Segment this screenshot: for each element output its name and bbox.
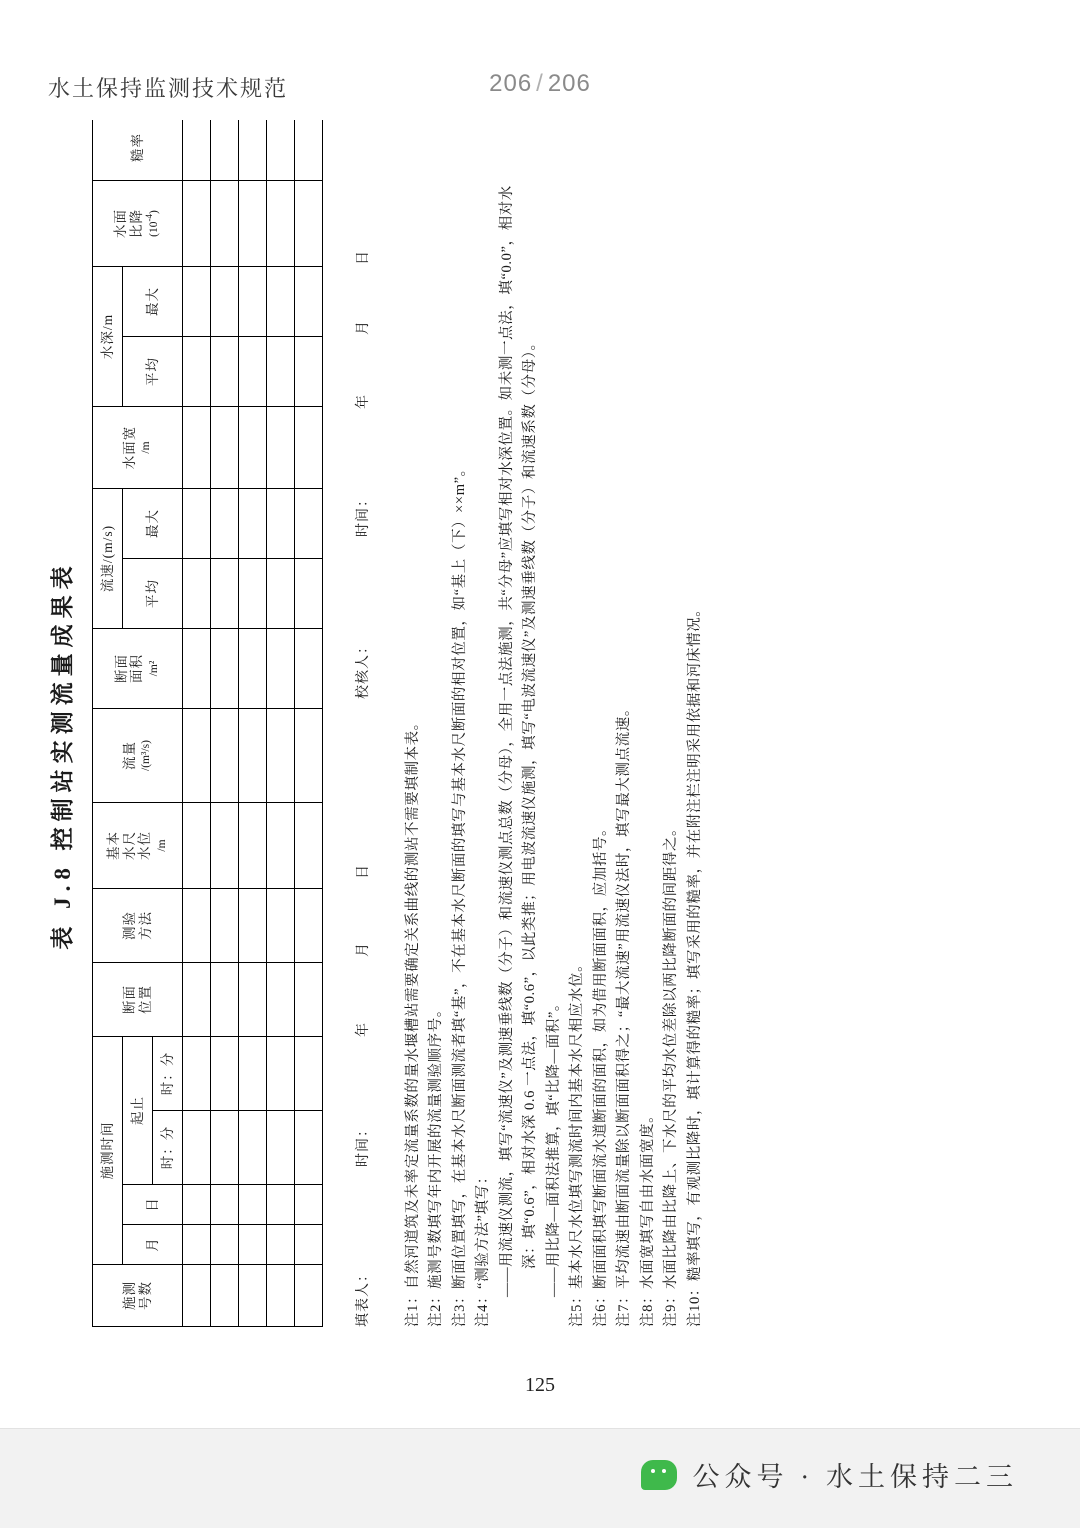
cell[interactable] <box>239 709 267 803</box>
note-4: 注4：“测验方法”填写： <box>475 1169 492 1327</box>
cell[interactable] <box>183 1265 211 1327</box>
cell[interactable] <box>295 889 323 963</box>
cell[interactable] <box>295 1265 323 1327</box>
cell[interactable] <box>183 1185 211 1225</box>
table-row <box>239 120 267 1327</box>
th-base-gauge: 基本 水尺 水位 /m <box>93 803 183 889</box>
cell[interactable] <box>239 1225 267 1265</box>
cell[interactable] <box>211 180 239 266</box>
note-10: 注10：糙率填写，有观测比降时，填计算得的糙率；填写采用的糙率，并在附注栏注明采用依据和河床情况。 <box>686 601 703 1327</box>
cell[interactable] <box>183 1111 211 1185</box>
cell[interactable] <box>239 1037 267 1111</box>
time-year: 年 <box>356 1022 371 1037</box>
th-seq: 施测 号数 <box>93 1265 183 1327</box>
th-water-width: 水面宽 /m <box>93 407 183 489</box>
th-velocity-max: 最大 <box>123 489 183 559</box>
cell[interactable] <box>211 629 239 709</box>
cell[interactable] <box>239 889 267 963</box>
cell[interactable] <box>239 407 267 489</box>
cell[interactable] <box>211 1111 239 1185</box>
cell[interactable] <box>267 963 295 1037</box>
cell[interactable] <box>267 407 295 489</box>
cell[interactable] <box>211 1265 239 1327</box>
note-5: 注5：基本水尺水位填写测流时间内基本水尺相应水位。 <box>569 956 586 1327</box>
th-start-end: 起止 <box>123 1037 153 1185</box>
note-4b: ——用比降—面积法推算，填“比降—面积”。 <box>545 996 562 1297</box>
document-title: 水土保持监测技术规范 <box>48 76 289 101</box>
page-indicator <box>489 70 591 98</box>
cell[interactable] <box>267 1185 295 1225</box>
cell[interactable] <box>183 266 211 336</box>
wechat-icon <box>641 1460 677 1490</box>
page-number: 125 <box>525 1374 555 1396</box>
time-label: 时间： <box>356 1122 371 1167</box>
notes-block <box>402 177 707 1327</box>
cell[interactable] <box>267 1265 295 1327</box>
th-slope: 水面 比降 $(10^{-4})$ <box>93 180 183 266</box>
page-footer <box>0 1428 1080 1528</box>
cell[interactable] <box>183 180 211 266</box>
cell[interactable] <box>211 489 239 559</box>
checker-year: 年 <box>356 394 371 409</box>
cell[interactable] <box>211 1225 239 1265</box>
cell[interactable] <box>211 1185 239 1225</box>
cell[interactable] <box>239 120 267 180</box>
cell[interactable] <box>239 1111 267 1185</box>
cell[interactable] <box>295 180 323 266</box>
note-7: 注7：平均流速由断面流量除以断面面积得之；“最大流速”用流速仪法时，填写最大测点流速。 <box>616 701 633 1327</box>
checker-label: 校核人： <box>356 639 371 699</box>
cell[interactable] <box>295 1111 323 1185</box>
note-1: 注1：自然河道筑及未率定流量系数的量水堰槽站需要确定关系曲线的测站不需要填制本表。 <box>405 715 421 1327</box>
cell[interactable] <box>239 629 267 709</box>
th-method: 测验 方法 <box>93 889 183 963</box>
cell[interactable] <box>211 407 239 489</box>
th-velocity-avg: 平均 <box>123 559 183 629</box>
cell[interactable] <box>183 407 211 489</box>
cell[interactable] <box>295 407 323 489</box>
cell[interactable] <box>211 337 239 407</box>
cell[interactable] <box>183 803 211 889</box>
cell[interactable] <box>183 1225 211 1265</box>
cell[interactable] <box>183 889 211 963</box>
cell[interactable] <box>239 180 267 266</box>
cell[interactable] <box>183 337 211 407</box>
th-discharge: 流量 /(m³/s) <box>93 709 183 803</box>
cell[interactable] <box>183 709 211 803</box>
cell[interactable] <box>295 489 323 559</box>
cell[interactable] <box>211 709 239 803</box>
note-6: 注6：断面面积填写断面流水道断面的面积，如为借用断面面积，应加括号。 <box>592 820 609 1327</box>
cell[interactable] <box>211 559 239 629</box>
cell[interactable] <box>267 120 295 180</box>
time-month: 月 <box>356 942 371 957</box>
cell[interactable] <box>267 559 295 629</box>
cell[interactable] <box>211 1037 239 1111</box>
cell[interactable] <box>239 963 267 1037</box>
table-row <box>183 120 211 1327</box>
page-body <box>0 120 1080 1390</box>
cell[interactable] <box>239 1265 267 1327</box>
cell[interactable] <box>211 963 239 1037</box>
th-hour-min-end: 时：分 <box>153 1037 183 1111</box>
cell[interactable] <box>183 489 211 559</box>
cell[interactable] <box>267 1225 295 1265</box>
note-8: 注8：水面宽填写自由水面宽度。 <box>639 1107 656 1327</box>
rotated-content <box>30 132 1050 1375</box>
time-day: 日 <box>356 864 371 879</box>
checker-month: 月 <box>356 320 371 335</box>
table-title: 表 J.8 控制站实测流量成果表 <box>50 560 75 950</box>
cell[interactable] <box>239 337 267 407</box>
cell[interactable] <box>267 1037 295 1111</box>
cell[interactable] <box>295 1225 323 1265</box>
th-section-position: 断面 位置 <box>93 963 183 1037</box>
cell[interactable] <box>211 120 239 180</box>
cell[interactable] <box>295 120 323 180</box>
th-month: 月 <box>123 1225 183 1265</box>
checker-day: 日 <box>356 250 371 265</box>
cell[interactable] <box>239 489 267 559</box>
cell[interactable] <box>239 1185 267 1225</box>
cell[interactable] <box>267 337 295 407</box>
th-hour-min-start: 时：分 <box>153 1111 183 1185</box>
cell[interactable] <box>295 709 323 803</box>
cell[interactable] <box>211 266 239 336</box>
cell[interactable] <box>267 803 295 889</box>
cell[interactable] <box>267 709 295 803</box>
cell[interactable] <box>267 180 295 266</box>
table-row <box>211 120 239 1327</box>
table-row <box>295 120 323 1327</box>
th-day: 日 <box>123 1185 183 1225</box>
note-2: 注2：施测号数填写年内开展的流量测验顺序号。 <box>428 1002 445 1327</box>
page-total: 206 <box>547 70 591 97</box>
cell[interactable] <box>295 963 323 1037</box>
th-depth-group: 水深/m <box>93 266 123 406</box>
cell[interactable] <box>239 803 267 889</box>
cell[interactable] <box>295 266 323 336</box>
th-depth-avg: 平均 <box>123 337 183 407</box>
cell[interactable] <box>183 629 211 709</box>
cell[interactable] <box>183 120 211 180</box>
cell[interactable] <box>295 803 323 889</box>
cell[interactable] <box>183 963 211 1037</box>
note-9: 注9：水面比降由比降上、下水尺的平均水位差除以两比降断面的间距得之。 <box>663 820 680 1327</box>
cell[interactable] <box>295 1037 323 1111</box>
cell[interactable] <box>211 889 239 963</box>
note-3: 注3：断面位置填写，在基本水尺断面测流者填“基”，不在基本水尺断面的填写与基本水尺断面的相对位置，如“基上（下）××m”。 <box>451 461 468 1327</box>
cell[interactable] <box>211 803 239 889</box>
cell[interactable] <box>267 266 295 336</box>
footer-account-name: 公众号 · 水土保持二三 <box>692 1462 1018 1492</box>
table-row <box>267 120 295 1327</box>
page-current: 206 <box>489 70 533 97</box>
cell[interactable] <box>295 337 323 407</box>
cell[interactable] <box>295 629 323 709</box>
cell[interactable] <box>183 1037 211 1111</box>
cell[interactable] <box>295 559 323 629</box>
cell[interactable] <box>267 889 295 963</box>
checker-time-label: 时间： <box>356 492 371 537</box>
cell[interactable] <box>267 489 295 559</box>
cell[interactable] <box>239 266 267 336</box>
note-4a: ——用流速仪测流，填写“流速仪”及测速垂线数（分子）和流速仪测点总数（分母），全用一点法施测，共“分母”应填写相对水深位置。如未测一点法，填“0.0”，相对水深：填“0.6”，相对水深 0.6 一点法，填“0.6”，以此类推；用电波流速仪施测，填写“电波流速仪”及测速垂线数（分子）和流速系数（分母）。 <box>498 185 539 1297</box>
cell[interactable] <box>267 1111 295 1185</box>
th-observation-time: 施测时间 <box>93 1037 123 1265</box>
discharge-result-table <box>92 120 323 1327</box>
cell[interactable] <box>183 559 211 629</box>
page-header <box>0 0 1080 120</box>
th-roughness: 糙率 <box>93 120 183 180</box>
cell[interactable] <box>267 629 295 709</box>
filler-label: 填表人： <box>356 1267 371 1327</box>
th-depth-max: 最大 <box>123 266 183 336</box>
th-velocity-group: 流速/(m/s) <box>93 489 123 629</box>
th-section-area: 断面 面积 /m² <box>93 629 183 709</box>
cell[interactable] <box>239 559 267 629</box>
cell[interactable] <box>295 1185 323 1225</box>
page-separator: / <box>536 70 544 97</box>
